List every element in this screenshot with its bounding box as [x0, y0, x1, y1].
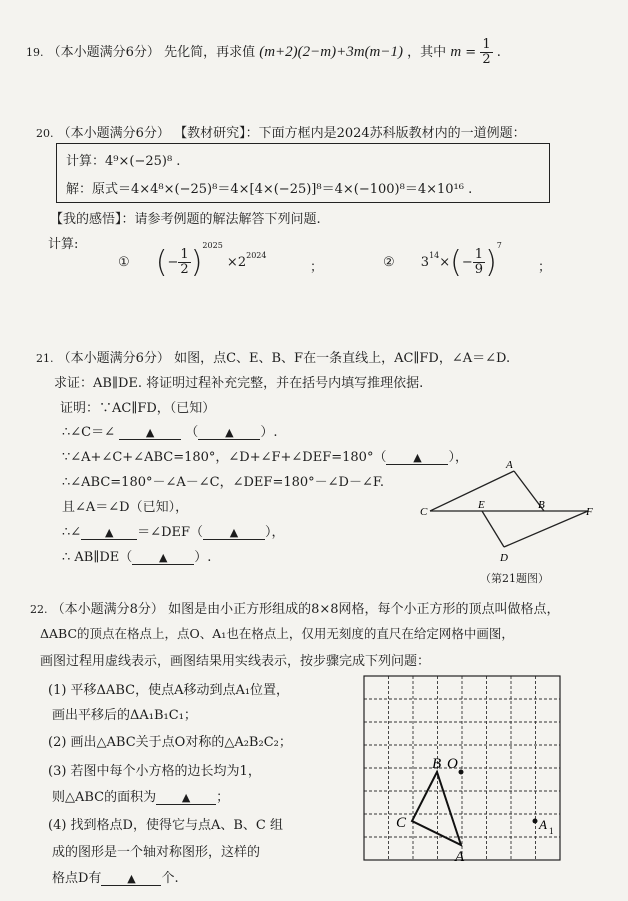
q22-s2: (2) 画出△ABC关于点O对称的△A₂B₂C₂； — [48, 735, 292, 750]
q21-blank-2[interactable]: ▲ — [198, 426, 260, 440]
q20-item2-mark: ② — [383, 255, 395, 270]
q21-proof-line2 — [62, 446, 468, 465]
q22-text-l2: ΔABC的顶点在格点上，点O、A₁也在格点上，仅用无刻度的直尺在给定网格中画图， — [40, 626, 514, 641]
q22-text-l1: 如图是由小正方形组成的8×8网格，每个小正方形的顶点叫做格点， — [168, 602, 560, 617]
q20-box-line1: 计算：4⁹×(−25)⁸ . — [66, 154, 181, 169]
q20-item2-frac-den: 9 — [474, 262, 484, 277]
q22-s4-l2: 成的图形是一个轴对称图形，这样的 — [52, 845, 261, 860]
q22-s4-l3b: 个. — [161, 871, 179, 886]
q21-blank-6[interactable]: ▲ — [132, 551, 194, 565]
q22-points: （本小题满分8分） — [51, 602, 164, 617]
q20-item1-times: × — [226, 255, 238, 270]
q19-text-b: ，其中 — [407, 45, 447, 60]
q22-s3-l2b: ； — [216, 790, 230, 805]
q20-line — [36, 122, 526, 141]
q22-point-A1 — [533, 819, 538, 824]
q20-text: 【教材研究】：下面方框内是2024苏科版教材内的一道例题： — [174, 126, 526, 141]
q20-number: 20. — [36, 127, 54, 140]
q21-prove: 求证：AB∥DE. 将证明过程补充完整，并在括号内填写推理依据. — [54, 376, 424, 391]
q22-blank-area[interactable]: ▲ — [156, 791, 216, 805]
q20-item2-exp: 14 — [429, 251, 440, 260]
q20-points: （本小题满分6分） — [57, 126, 170, 141]
q22-s4-l3 — [52, 867, 179, 886]
q21-label-B: B — [538, 499, 545, 511]
q19-number: 19. — [26, 46, 44, 59]
q20-item1-frac-num: 1 — [180, 247, 189, 262]
q19-line — [26, 38, 501, 67]
q20-item1-base2: 2 — [237, 255, 247, 270]
q20-item2 — [383, 241, 502, 280]
q22-grid-lines — [364, 676, 560, 860]
q21-line6-b: ）. — [194, 550, 212, 565]
q19-fraction — [480, 38, 492, 67]
q21-caption: （第21题图） — [480, 572, 549, 585]
q20-item1-mark: ① — [118, 255, 130, 270]
q20-item2-sign: − — [461, 255, 473, 270]
q21-line5-c: ）， — [265, 525, 285, 540]
q22-s1-l2: 画出平移后的ΔA₁B₁C₁； — [52, 708, 197, 723]
q19-points: （本小题满分6分） — [47, 45, 160, 60]
q22-s3-l1: (3) 若图中每个小方格的边长均为1， — [48, 764, 261, 779]
q21-line1-b: （ — [185, 425, 199, 440]
q20-item2-rparen: ) — [485, 245, 497, 280]
q21-proof-line1 — [62, 421, 277, 440]
q20-item2-lparen: ( — [450, 245, 462, 280]
q20-item2-fraction — [473, 248, 485, 277]
q22-label-B: B — [432, 756, 442, 772]
q22-label-A: A — [455, 849, 465, 861]
q21-proof-line4: 且∠A＝∠D（已知）， — [62, 500, 189, 515]
q21-label-C: C — [420, 506, 428, 518]
q22-grid-figure — [363, 675, 575, 861]
q20-item1-rparen: ) — [190, 245, 203, 280]
q20-item2-frac-num: 1 — [474, 247, 484, 262]
q22-label-A1-sub: 1 — [549, 826, 554, 836]
q22-s4-l3a: 格点D有 — [52, 871, 102, 886]
q20-calc-label: 计算: — [48, 237, 79, 252]
q22-number: 22. — [30, 603, 48, 616]
q21-label-F: F — [586, 506, 593, 518]
q22-s1-l1: (1) 平移ΔABC，使点A移动到点A₁位置， — [48, 683, 290, 698]
q21-line-DF — [504, 511, 588, 547]
q21-proof-label: 证明：∵AC∥FD，（已知） — [60, 401, 216, 416]
q21-line1-a: ∴∠C＝∠ — [62, 425, 116, 440]
q20-item1-lparen: ( — [155, 245, 168, 280]
q22-blank-count[interactable]: ▲ — [101, 872, 161, 886]
q19-expression: (m+2)(2−m)+3m(m−1) — [259, 44, 404, 60]
q20-end: ； — [538, 260, 552, 275]
q22-label-C: C — [396, 815, 407, 831]
q21-blank-3[interactable]: ▲ — [386, 451, 448, 465]
q21-label-E: E — [478, 499, 485, 511]
q22-line1 — [30, 598, 560, 617]
q20-item1-fraction — [178, 248, 190, 277]
q21-line2-b: ）， — [448, 450, 468, 465]
q21-line-CA — [430, 471, 514, 511]
q20-item1 — [118, 241, 266, 280]
q21-proof-line3: ∴∠ABC=180°－∠A－∠C，∠DEF=180°－∠D－∠F. — [62, 475, 384, 490]
q20-item1-exp2: 2024 — [246, 251, 267, 260]
q21-line-ED — [482, 511, 504, 547]
q21-figure — [420, 455, 600, 575]
q21-label-A: A — [506, 459, 513, 471]
q21-line — [36, 347, 510, 366]
q21-line5-a: ∴∠ — [62, 525, 82, 540]
q20-item1-exp1: 2025 — [202, 241, 223, 250]
q19-frac-den: 2 — [482, 52, 491, 67]
q22-s4-l1: (4) 找到格点D，使得它与点A、B、C 组 — [48, 818, 283, 833]
q19-eq: = — [465, 45, 477, 60]
q22-label-O: O — [447, 756, 458, 772]
q19-end: . — [496, 45, 501, 60]
q21-number: 21. — [36, 352, 54, 365]
q19-var: m — [450, 44, 462, 60]
q21-line5-b: ＝∠DEF（ — [137, 525, 203, 540]
q21-blank-1[interactable]: ▲ — [119, 426, 181, 440]
q21-line2-a: ∵∠A+∠C+∠ABC=180°，∠D+∠F+∠DEF=180°（ — [62, 450, 387, 465]
q22-text-l3: 画图过程用虚线表示，画图结果用实线表示，按步骤完成下列问题： — [40, 654, 431, 669]
q21-label-D: D — [500, 552, 508, 564]
q22-label-A1: A — [539, 817, 547, 832]
q21-text: 如图，点C、E、B、F在一条直线上，AC∥FD，∠A＝∠D. — [174, 351, 511, 366]
q20-insight: 【我的感悟】：请参考例题的解法解答下列问题. — [50, 212, 321, 227]
q20-item2-times: × — [439, 255, 451, 270]
q22-triangle-ABC — [412, 772, 461, 845]
q20-box-line2: 解：原式＝4×4⁸×(−25)⁸＝4×[4×(−25)]⁸＝4×(−100)⁸＝4×10¹⁶ . — [66, 182, 473, 197]
q22-s3-l2a: 则△ABC的面积为 — [52, 790, 157, 805]
q19-frac-num: 1 — [482, 37, 491, 52]
q20-item1-frac-den: 2 — [180, 262, 189, 277]
q21-points: （本小题满分6分） — [57, 351, 170, 366]
q21-proof-line6 — [62, 546, 211, 565]
q19-text-a: 先化简，再求值 — [164, 45, 256, 60]
q21-blank-5[interactable]: ▲ — [203, 526, 265, 540]
q22-point-O — [459, 770, 464, 775]
q20-item2-exp2: 7 — [496, 241, 502, 250]
q20-sep: ； — [310, 260, 324, 275]
q20-item2-base: 3 — [420, 255, 430, 270]
q20-item1-sign: − — [167, 255, 179, 270]
q22-s3-l2 — [52, 786, 229, 805]
q21-blank-4[interactable]: ▲ — [81, 526, 137, 540]
q21-proof-line5 — [62, 521, 285, 540]
q21-line1-c: ）. — [260, 425, 278, 440]
q21-line6-a: ∴ AB∥DE（ — [62, 550, 133, 565]
